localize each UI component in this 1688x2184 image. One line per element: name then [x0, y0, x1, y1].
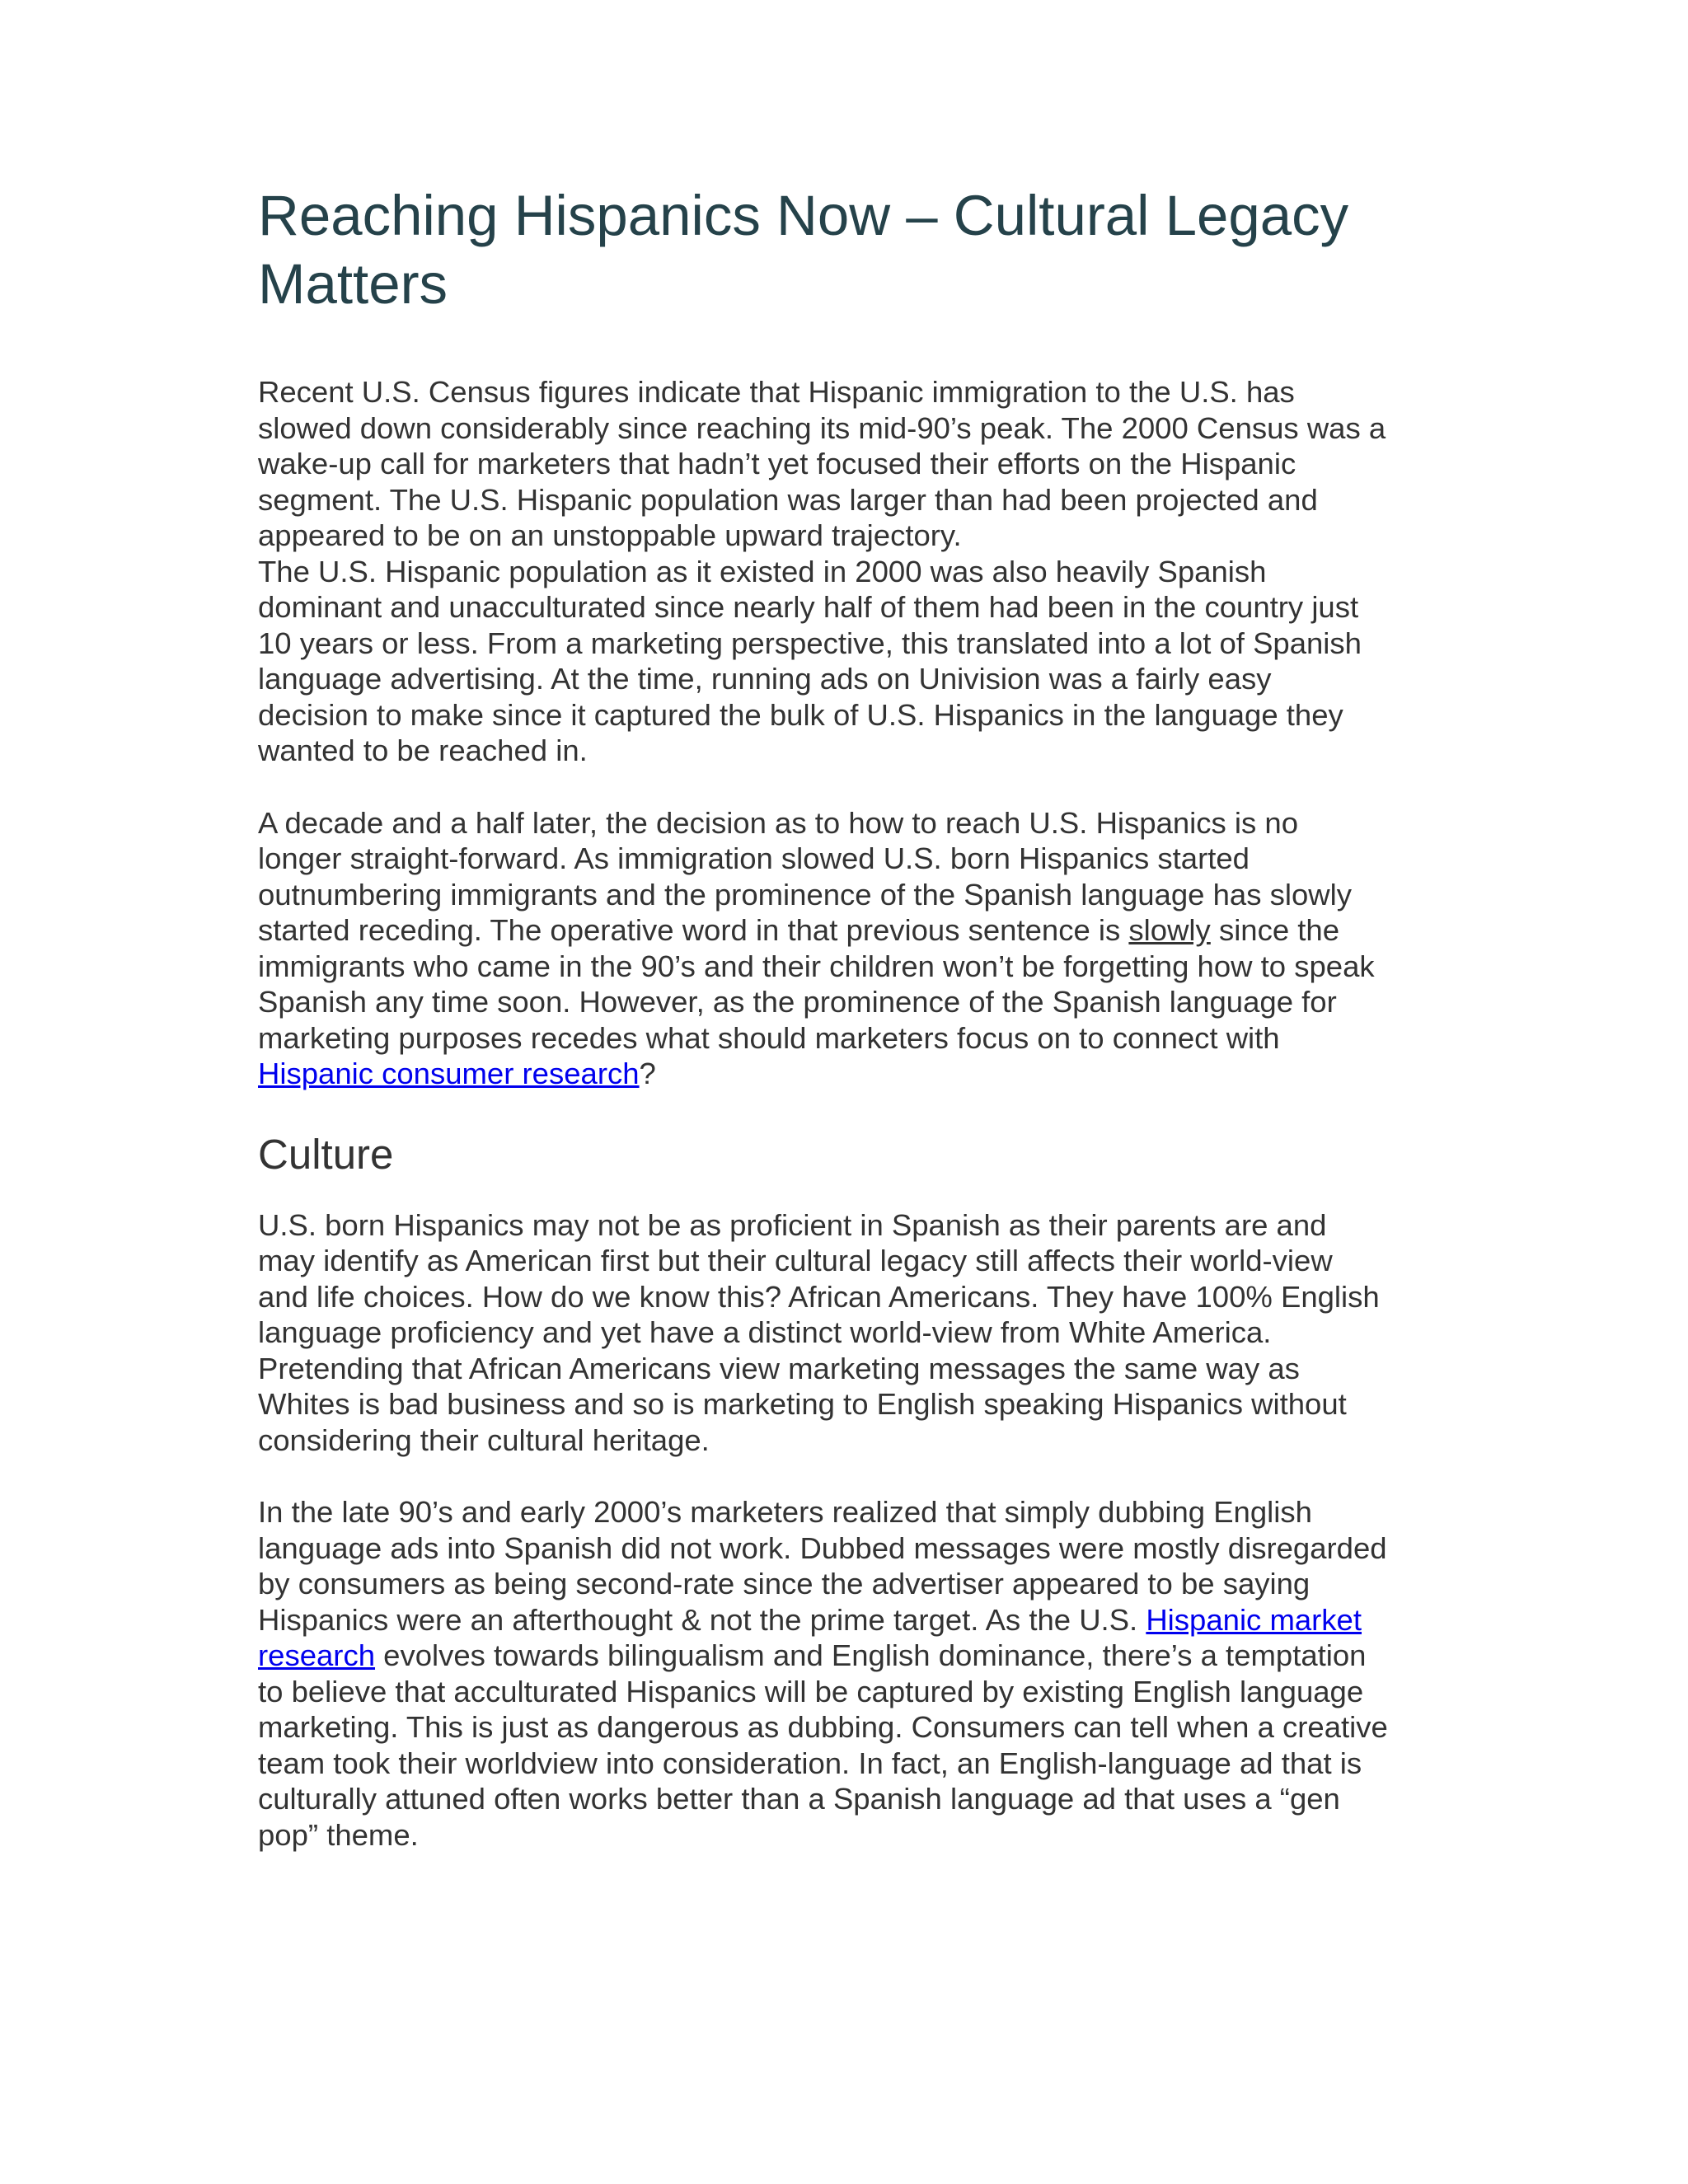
text-line: appeared to be on an unstoppable upward trajectory. — [258, 518, 962, 552]
document-page — [258, 181, 1437, 1853]
text-line: pop” theme. — [258, 1817, 419, 1852]
title-line: Reaching Hispanics Now – Cultural Legacy — [258, 184, 1349, 247]
emphasis-slowly: slowly — [1128, 913, 1211, 947]
text-line: by consumers as being second-rate since the advertiser appeared to be saying — [258, 1567, 1311, 1601]
text-line: 10 years or less. From a marketing perspective, this translated into a lot of Spanish — [258, 626, 1362, 660]
text-line: to believe that acculturated Hispanics will be captured by existing English language — [258, 1674, 1364, 1708]
text-line: wake-up call for marketers that hadn’t yet focused their efforts on the Hispanic — [258, 447, 1296, 480]
text-segment: since the — [1210, 913, 1340, 947]
text-line: wanted to be reached in. — [258, 733, 588, 767]
text-line: longer straight-forward. As immigration slowed U.S. born Hispanics started — [258, 841, 1250, 875]
text-line: U.S. born Hispanics may not be as proficient in Spanish as their parents are and — [258, 1207, 1327, 1242]
text-line: language proficiency and yet have a distinct world-view from White America. — [258, 1315, 1272, 1349]
text-line: immigrants who came in the 90’s and their children won’t be forgetting how to speak — [258, 949, 1375, 983]
text-line: considering their cultural heritage. — [258, 1422, 710, 1457]
text-line: Whites is bad business and so is marketing to English speaking Hispanics without — [258, 1387, 1347, 1421]
text-line: language ads into Spanish did not work. Dubbed messages were mostly disregarded — [258, 1530, 1387, 1565]
text-line: may identify as American first but their cultural legacy still affects their world-view — [258, 1244, 1333, 1277]
title-line: Matters — [258, 252, 448, 316]
link-hispanic-market-research[interactable]: Hispanic market — [1146, 1602, 1362, 1637]
text-line — [258, 1602, 1437, 1638]
text-line: language advertising. At the time, running ads on Univision was a fairly easy — [258, 662, 1272, 696]
text-line: marketing. This is just as dangerous as dubbing. Consumers can tell when a creative — [258, 1710, 1388, 1744]
text-line: segment. The U.S. Hispanic population was larger than had been projected and — [258, 482, 1318, 517]
text-line: culturally attuned often works better than a Spanish language ad that uses a “gen — [258, 1782, 1340, 1816]
text-segment: evolves towards bilingualism and English dominance, there’s a temptation — [375, 1638, 1367, 1672]
text-line: and life choices. How do we know this? African Americans. They have 100% English — [258, 1279, 1380, 1314]
paragraph-decade-later — [258, 805, 1437, 1092]
text-line: Recent U.S. Census figures indicate that Hispanic immigration to the U.S. has — [258, 375, 1295, 409]
paragraph-census-figures — [258, 374, 1437, 554]
text-line — [258, 1056, 1437, 1092]
text-line: dominant and unacculturated since nearly half of them had been in the country just — [258, 590, 1359, 624]
text-line: Spanish any time soon. However, as the prominence of the Spanish language for — [258, 985, 1337, 1019]
paragraph-dubbing — [258, 1494, 1437, 1853]
text-line: slowed down considerably since reaching its mid-90’s peak. The 2000 Census was a — [258, 410, 1386, 445]
text-line: Pretending that African Americans view marketing messages the same way as — [258, 1351, 1300, 1385]
paragraph-population-2000 — [258, 554, 1437, 769]
text-line: outnumbering immigrants and the prominence of the Spanish language has slowly — [258, 877, 1352, 912]
text-line — [258, 1638, 1437, 1674]
text-line: marketing purposes recedes what should marketers focus on to connect with — [258, 1020, 1280, 1055]
link-hispanic-market-research-continued[interactable]: research — [258, 1638, 376, 1672]
text-line: A decade and a half later, the decision as to how to reach U.S. Hispanics is no — [258, 805, 1299, 840]
text-segment: ? — [639, 1057, 656, 1090]
page-title — [258, 181, 1437, 318]
section-heading-culture: Culture — [258, 1130, 394, 1178]
text-line: The U.S. Hispanic population as it existed in 2000 was also heavily Spanish — [258, 554, 1267, 588]
text-line: team took their worldview into consideration. In fact, an English-language ad that is — [258, 1746, 1362, 1780]
link-hispanic-consumer-research[interactable]: Hispanic consumer research — [258, 1057, 640, 1090]
text-segment: started receding. The operative word in that previous sentence is — [258, 913, 1129, 947]
text-line — [258, 912, 1437, 949]
text-line: In the late 90’s and early 2000’s marketers realized that simply dubbing English — [258, 1495, 1312, 1529]
text-line: decision to make since it captured the bulk of U.S. Hispanics in the language they — [258, 697, 1343, 732]
text-segment: Hispanics were an afterthought & not the prime target. As the U.S. — [258, 1602, 1146, 1637]
paragraph-cultural-legacy — [258, 1207, 1437, 1459]
